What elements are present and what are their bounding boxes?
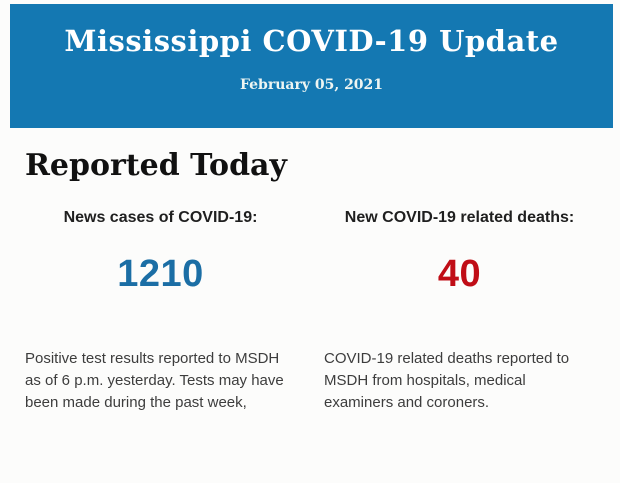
content-area xyxy=(0,147,620,414)
stats-columns xyxy=(25,208,595,414)
new-cases-value: 1210 xyxy=(117,253,204,295)
stat-column-new-deaths xyxy=(324,208,595,414)
stat-column-new-cases xyxy=(25,208,296,414)
new-cases-label: News cases of COVID-19: xyxy=(63,209,258,226)
new-deaths-value: 40 xyxy=(437,253,482,295)
header-banner xyxy=(10,4,613,128)
new-deaths-label: New COVID-19 related deaths: xyxy=(344,209,575,226)
section-title: Reported Today xyxy=(25,148,287,183)
page-title: Mississippi COVID-19 Update xyxy=(64,24,559,58)
new-cases-description: Positive test results reported to MSDH as of 6 p.m. yesterday. Tests may have been made during the past week, xyxy=(25,350,284,411)
new-deaths-description: COVID-19 related deaths reported to MSDH from hospitals, medical examiners and coroners. xyxy=(324,350,570,411)
report-date: February 05, 2021 xyxy=(239,77,384,93)
